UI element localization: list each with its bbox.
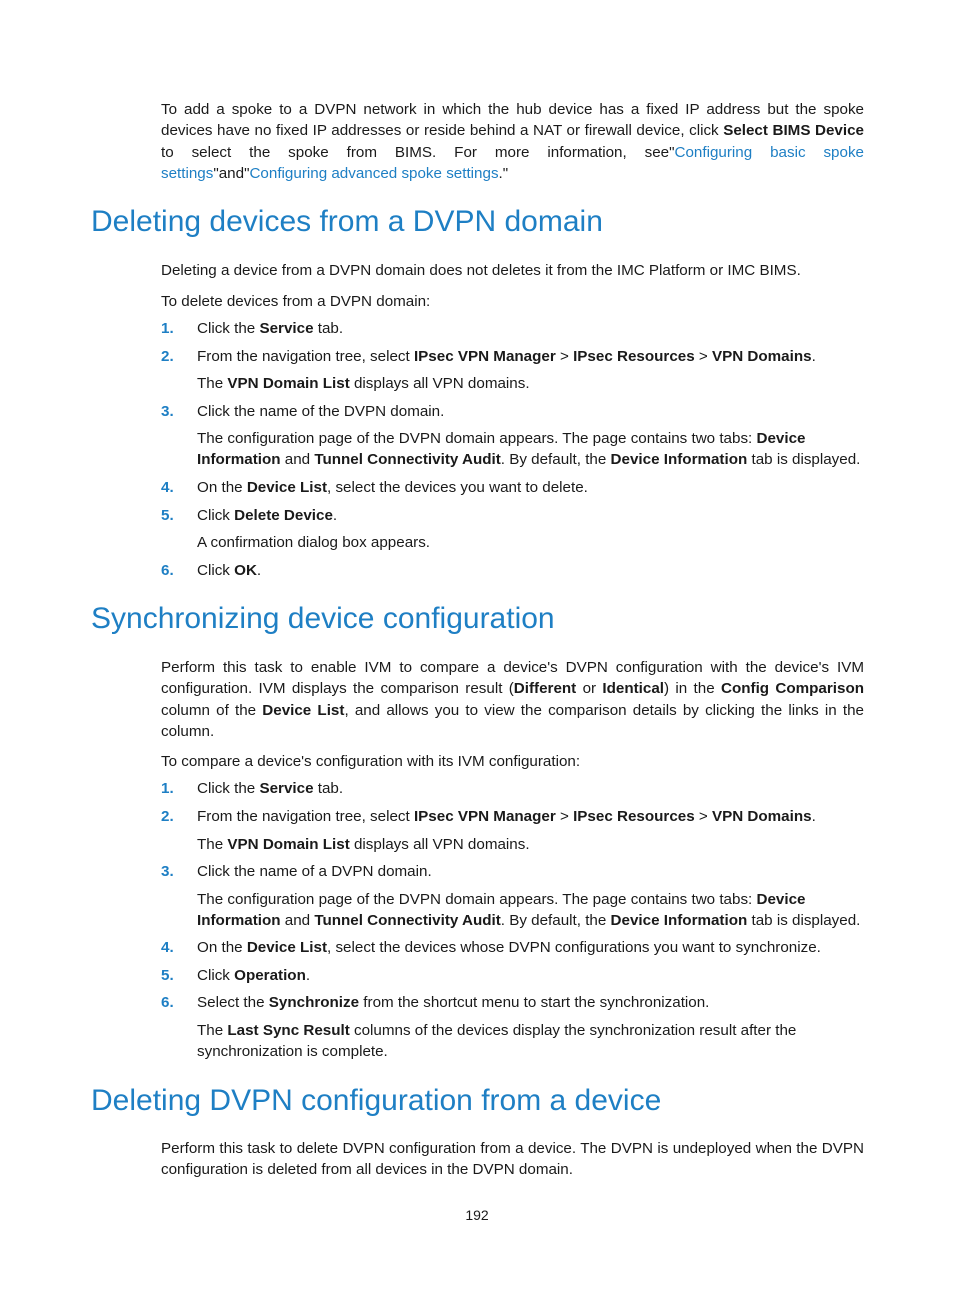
step-text: Click Operation. <box>197 967 311 984</box>
intro-bold-select-bims: Select BIMS Device <box>723 122 864 140</box>
step-number: 3. <box>161 863 174 880</box>
section-heading-deleting-dvpn-config: Deleting DVPN configuration from a device <box>91 1084 662 1117</box>
step-number: 6. <box>161 562 174 579</box>
s2-paragraph: Perform this task to enable IVM to compare a device's DVPN configuration with the device's IVM configuration. IVM displays the comparison result (Different or Identical) in the Config Comparison column of the Device List, and allows you to view the comparison details by clicking the links in the column. <box>161 659 865 740</box>
step-number: 4. <box>161 939 174 956</box>
step-text: Click the Service tab. <box>197 320 344 337</box>
intro-text: To add a spoke to a DVPN network in which the hub device has a fixed IP address but the spoke devices have no fixed IP addresses or reside behind a NAT or firewall device, click <box>161 101 864 140</box>
link-advanced-spoke-settings[interactable]: Configuring advanced spoke settings <box>249 164 499 182</box>
step-number: 6. <box>161 994 174 1011</box>
step-number: 2. <box>161 348 174 365</box>
step-number: 3. <box>161 403 174 420</box>
intro-text: ." <box>498 164 509 182</box>
section-heading-deleting-devices: Deleting devices from a DVPN domain <box>91 205 603 238</box>
s2-step-6-result: The Last Sync Result columns of the devices display the synchronization result after the synchronization is complete. <box>197 1022 797 1061</box>
step-text: On the Device List, select the devices you want to delete. <box>197 479 588 496</box>
intro-text: "and" <box>213 164 250 182</box>
step-number: 5. <box>161 967 174 984</box>
s3-paragraph: Perform this task to delete DVPN configuration from a device. The DVPN is undeployed when the DVPN configuration is deleted from all devices in the DVPN domain. <box>161 1140 864 1179</box>
step-number: 1. <box>161 780 174 797</box>
step-text: Click OK. <box>197 562 262 579</box>
s2-step-3-result: The configuration page of the DVPN domain appears. The page contains two tabs: Device Information and Tunnel Connectivity Audit. By default, the Device Information tab is displayed. <box>197 891 861 930</box>
s1-paragraph: Deleting a device from a DVPN domain does not deletes it from the IMC Platform or IMC BIMS. <box>161 262 801 279</box>
step-text: Click the name of the DVPN domain. <box>197 403 445 420</box>
step-text: From the navigation tree, select IPsec VPN Manager > IPsec Resources > VPN Domains. <box>197 348 816 365</box>
step-text: Click the name of a DVPN domain. <box>197 863 432 880</box>
step-number: 1. <box>161 320 174 337</box>
s1-procedure-intro: To delete devices from a DVPN domain: <box>161 293 431 310</box>
step-text: On the Device List, select the devices whose DVPN configurations you want to synchronize. <box>197 939 821 956</box>
step-text: Click the Service tab. <box>197 780 344 797</box>
step-text: Click Delete Device. <box>197 507 338 524</box>
page-number: 192 <box>465 1207 489 1223</box>
s1-step-3-result: The configuration page of the DVPN domain appears. The page contains two tabs: Device Information and Tunnel Connectivity Audit. By default, the Device Information tab is displayed. <box>197 430 861 469</box>
link-basic-spoke-settings[interactable]: Configuring basic spoke settings <box>161 143 864 182</box>
step-number: 2. <box>161 808 174 825</box>
intro-paragraph <box>161 99 864 184</box>
step-text: From the navigation tree, select IPsec VPN Manager > IPsec Resources > VPN Domains. <box>197 808 816 825</box>
step-number: 4. <box>161 479 174 496</box>
step-number: 5. <box>161 507 174 524</box>
s2-procedure-intro: To compare a device's configuration with its IVM configuration: <box>161 753 581 770</box>
s1-step-5-result: A confirmation dialog box appears. <box>197 534 431 551</box>
step-text: Select the Synchronize from the shortcut menu to start the synchronization. <box>197 994 710 1011</box>
intro-text: to select the spoke from BIMS. For more information, see" <box>161 143 675 161</box>
section-heading-synchronizing: Synchronizing device configuration <box>91 602 555 635</box>
s2-step-2-result: The VPN Domain List displays all VPN domains. <box>197 836 530 853</box>
s1-step-2-result: The VPN Domain List displays all VPN domains. <box>197 375 530 392</box>
